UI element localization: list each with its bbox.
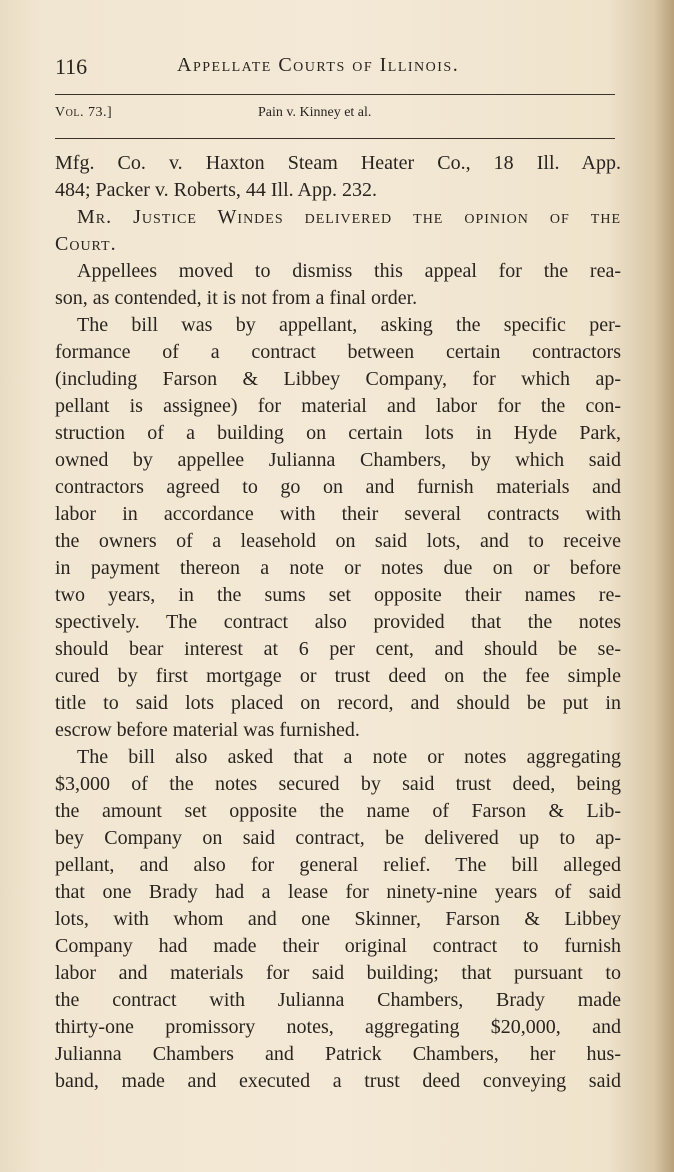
text-line: contractors agreed to go on and furnish materials and xyxy=(55,476,621,498)
text-line: The bill also asked that a note or notes aggregating xyxy=(77,746,621,768)
text-line: 484; Packer v. Roberts, 44 Ill. App. 232. xyxy=(55,179,378,201)
text-line: the owners of a leasehold on said lots, and to receive xyxy=(55,530,621,552)
text-line: the amount set opposite the name of Farson & Lib- xyxy=(55,800,621,822)
text-line: Mr. Justice Windes delivered the opinion of the xyxy=(77,206,621,228)
paragraph xyxy=(55,258,621,312)
text-line: spectively. The contract also provided that the notes xyxy=(55,611,621,633)
text-line: struction of a building on certain lots in Hyde Park, xyxy=(55,422,621,444)
text-line: labor and materials for said building; that pursuant to xyxy=(55,962,621,984)
text-line: title to said lots placed on record, and should be put in xyxy=(55,692,621,714)
opinion-heading xyxy=(55,204,621,258)
page-number: 116 xyxy=(55,54,88,79)
text-line: Company had made their original contract to furnish xyxy=(55,935,621,957)
case-rule xyxy=(55,138,615,139)
text-line: Appellees moved to dismiss this appeal for the rea- xyxy=(77,260,621,282)
text-line: $3,000 of the notes secured by said trust deed, being xyxy=(55,773,621,795)
paragraph xyxy=(55,744,621,1095)
text-line: lots, with whom and one Skinner, Farson & Libbey xyxy=(55,908,621,930)
text-line: owned by appellee Julianna Chambers, by which said xyxy=(55,449,621,471)
text-line: bey Company on said contract, be delivered up to ap- xyxy=(55,827,621,849)
text-line: (including Farson & Libbey Company, for which ap- xyxy=(55,368,621,390)
text-line: in payment thereon a note or notes due on or before xyxy=(55,557,621,579)
citation-paragraph xyxy=(55,150,621,204)
header-rule xyxy=(55,94,615,95)
text-line: thirty-one promissory notes, aggregating $20,000, and xyxy=(55,1016,621,1038)
text-line: Court. xyxy=(55,233,117,255)
text-line: Mfg. Co. v. Haxton Steam Heater Co., 18 Ill. App. xyxy=(55,152,621,174)
text-line: pellant is assignee) for material and labor for the con- xyxy=(55,395,621,417)
case-line xyxy=(55,105,615,125)
text-line: that one Brady had a lease for ninety-nine years of said xyxy=(55,881,621,903)
text-line: escrow before material was furnished. xyxy=(55,719,360,741)
text-line: Julianna Chambers and Patrick Chambers, her hus- xyxy=(55,1043,621,1065)
text-line: band, made and executed a trust deed conveying said xyxy=(55,1070,621,1092)
text-line: two years, in the sums set opposite their names re- xyxy=(55,584,621,606)
text-line: son, as contended, it is not from a final order. xyxy=(55,287,418,309)
text-line: labor in accordance with their several contracts with xyxy=(55,503,621,525)
text-line: the contract with Julianna Chambers, Brady made xyxy=(55,989,621,1011)
volume-label: Vol. 73.] xyxy=(55,105,113,120)
text-line: The bill was by appellant, asking the specific per- xyxy=(77,314,621,336)
case-caption: Pain v. Kinney et al. xyxy=(258,105,372,120)
running-title: Appellate Courts of Illinois. xyxy=(177,54,460,76)
text-line: cured by first mortgage or trust deed on the fee simple xyxy=(55,665,621,687)
body-text xyxy=(55,150,621,1095)
paragraph xyxy=(55,312,621,744)
text-line: formance of a contract between certain contractors xyxy=(55,341,621,363)
running-head xyxy=(55,50,615,84)
text-line: pellant, and also for general relief. The bill alleged xyxy=(55,854,621,876)
text-line: should bear interest at 6 per cent, and should be se- xyxy=(55,638,621,660)
